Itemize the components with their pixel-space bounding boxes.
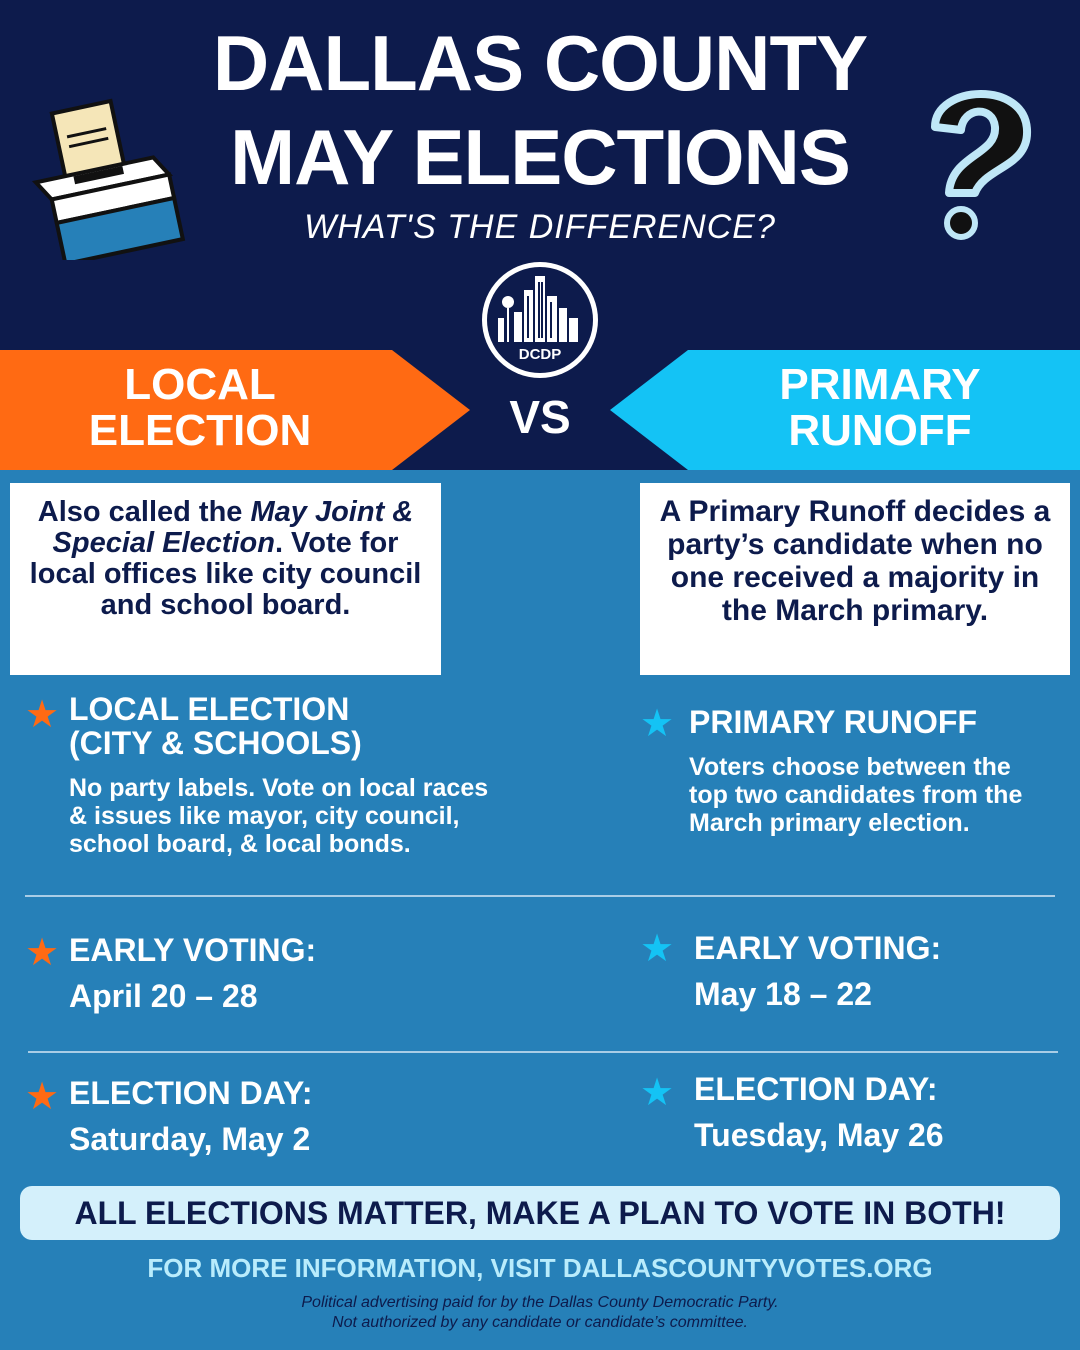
heading-line: LOCAL ELECTION: [69, 691, 350, 727]
star-icon: ★: [25, 932, 60, 974]
star-icon: ★: [25, 694, 60, 736]
logo-text: DCDP: [518, 346, 562, 363]
primary-runoff-heading: PRIMARY RUNOFF: [689, 704, 977, 740]
right-early-voting-dates: May 18 – 22: [694, 976, 872, 1012]
disclaimer-line2: Not authorized by any candidate or candidate’s committee.: [332, 1314, 748, 1331]
heading-line: (CITY & SCHOOLS): [69, 725, 362, 761]
local-election-description: [10, 483, 441, 675]
local-election-heading: [69, 692, 362, 760]
primary-runoff-description: A Primary Runoff decides a party’s candidate when no one received a majority in the March primary.: [640, 483, 1070, 675]
vs-label: VS: [509, 391, 571, 443]
star-icon: ★: [25, 1076, 60, 1118]
page-title-line1: DALLAS COUNTY: [212, 19, 868, 107]
description-text: Also called the: [37, 496, 251, 528]
star-icon: ★: [640, 928, 675, 970]
page-subtitle: WHAT'S THE DIFFERENCE?: [304, 208, 776, 246]
banner-left-line2: ELECTION: [88, 406, 312, 455]
disclaimer-line1: Political advertising paid for by the Dallas County Democratic Party.: [301, 1294, 779, 1311]
right-early-voting-label: EARLY VOTING:: [694, 930, 942, 966]
right-election-day-label: ELECTION DAY:: [694, 1071, 938, 1107]
page-title-line2: MAY ELECTIONS: [230, 113, 850, 201]
banner-right-line2: RUNOFF: [788, 406, 972, 455]
left-early-voting-label: EARLY VOTING:: [69, 932, 317, 968]
banner-left-line1: LOCAL: [124, 360, 276, 409]
left-election-day-label: ELECTION DAY:: [69, 1075, 313, 1111]
dcdp-logo: [480, 260, 600, 380]
left-early-voting-dates: April 20 – 28: [69, 978, 258, 1014]
more-info-link[interactable]: FOR MORE INFORMATION, VISIT DALLASCOUNTYVOTES.ORG: [147, 1253, 933, 1283]
divider: [25, 895, 1055, 897]
primary-runoff-banner-title: [680, 362, 1080, 454]
call-to-action-banner: ALL ELECTIONS MATTER, MAKE A PLAN TO VOTE IN BOTH!: [20, 1186, 1060, 1240]
description-text: . Vote for local offices like city council and school board.: [29, 527, 422, 621]
primary-runoff-details: Voters choose between the top two candidates from the March primary election.: [689, 753, 1023, 837]
left-election-day-date: Saturday, May 2: [69, 1121, 311, 1157]
description-italic: May Joint & Special Election: [52, 496, 414, 559]
local-election-banner-title: [0, 362, 400, 454]
divider: [28, 1051, 1058, 1053]
local-election-details: No party labels. Vote on local races & issues like mayor, city council, school board, & local bonds.: [69, 774, 489, 858]
right-election-day-date: Tuesday, May 26: [694, 1117, 944, 1153]
star-icon: ★: [640, 1072, 675, 1114]
star-icon: ★: [640, 703, 675, 745]
banner-right-line1: PRIMARY: [779, 360, 981, 409]
